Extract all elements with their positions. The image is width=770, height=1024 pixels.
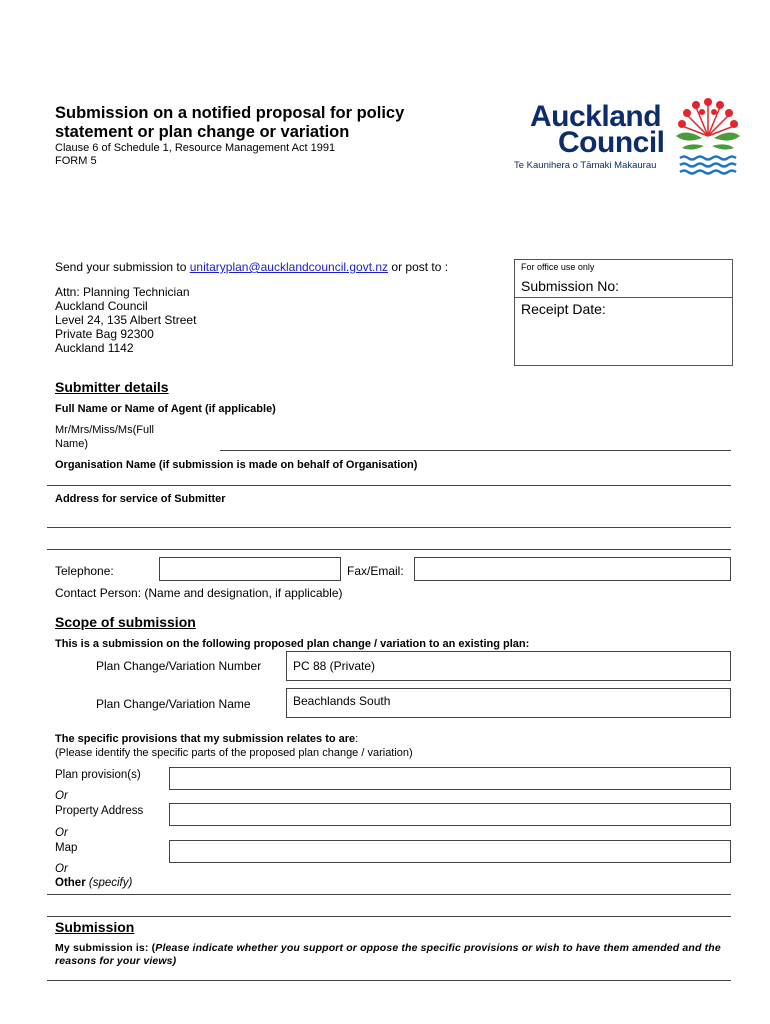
address-line-3: Level 24, 135 Albert Street [55,313,197,327]
form-subtitle [55,142,335,168]
submission-prompt [55,942,735,968]
clause-text: Clause 6 of Schedule 1, Resource Management Act 1991 [55,142,336,154]
organisation-label: Organisation Name (if submission is made on behalf of Organisation) [55,459,418,471]
fax-email-label: Fax/Email: [347,564,404,578]
address-field-line-2[interactable] [47,549,731,550]
office-use-box [514,259,733,366]
submission-field-line[interactable] [47,980,731,981]
provisions-colon: : [355,733,359,745]
plan-provisions-label: Plan provision(s) [55,769,141,781]
send-suffix: or post to : [388,260,449,274]
address-service-label: Address for service of Submitter [55,493,226,505]
title-label [55,423,154,451]
other-specify: (specify) [85,877,133,889]
plan-change-number-label: Plan Change/Variation Number [96,659,262,673]
plan-change-number-value: PC 88 (Private) [293,659,376,673]
telephone-input[interactable] [159,557,341,581]
office-divider [515,297,732,298]
submission-number-label: Submission No: [521,278,620,294]
address-line-2: Auckland Council [55,299,148,313]
provisions-bold: The specific provisions that my submission relates to are [55,733,356,745]
plan-provisions-input[interactable] [169,767,731,790]
email-link[interactable]: unitaryplan@aucklandcouncil.govt.nz [189,260,389,274]
submission-heading: Submission [55,919,135,935]
pohutukawa-logo-icon [672,96,744,176]
title-line-1: Submission on a notified proposal for policy [55,104,405,122]
contact-person-label: Contact Person: (Name and designation, if applicable) [55,586,343,600]
telephone-label: Telephone: [55,564,114,578]
submission-divider [47,916,731,917]
full-name-field[interactable] [220,450,731,451]
map-input[interactable] [169,840,731,863]
receipt-date-label: Receipt Date: [521,301,606,317]
other-field[interactable] [47,894,731,895]
form-number: FORM 5 [55,155,97,167]
address-field-line-1[interactable] [47,527,731,528]
logo-line-2: Council [558,126,665,159]
form-title [55,104,404,142]
map-label: Map [55,842,78,854]
full-name-label: Full Name or Name of Agent (if applicable) [55,403,276,415]
council-logo-wordmark [530,100,665,159]
address-line-1: Attn: Planning Technician [55,285,190,299]
submission-prompt-italic: Please indicate whether you support or oppose the specific provisions or wish to have them amended and the reasons for your views) [55,942,721,967]
postal-address [55,285,196,355]
other-bold: Other [55,877,86,889]
plan-change-name-field[interactable] [286,688,731,718]
office-use-label: For office use only [521,262,595,272]
or-label-2: Or [55,827,68,839]
plan-change-number-field[interactable] [286,651,731,681]
scope-intro: This is a submission on the following proposed plan change / variation to an existing plan: [55,638,530,650]
logo-line-1: Auckland [530,100,662,133]
logo-tagline: Te Kaunihera o Tāmaki Makaurau [514,160,657,171]
provisions-intro [55,732,413,760]
fax-email-input[interactable] [414,557,731,581]
or-label-3: Or [55,863,68,875]
property-address-label: Property Address [55,805,144,817]
title-label-line-1: Mr/Mrs/Miss/Ms(Full [55,424,154,436]
send-prefix: Send your submission to [55,260,190,274]
submitter-details-heading: Submitter details [55,379,169,395]
other-label [55,877,132,889]
submission-prompt-bold: My submission is: ( [55,942,156,954]
organisation-field[interactable] [47,485,731,486]
or-label-1: Or [55,790,68,802]
plan-change-name-value: Beachlands South [293,694,391,708]
property-address-input[interactable] [169,803,731,826]
provisions-hint: (Please identify the specific parts of the proposed plan change / variation) [55,747,413,759]
address-line-4: Private Bag 92300 [55,327,154,341]
scope-heading: Scope of submission [55,614,196,630]
plan-change-name-label: Plan Change/Variation Name [96,697,251,711]
title-label-line-2: Name) [55,438,89,450]
send-instructions [55,260,448,274]
title-line-2: statement or plan change or variation [55,123,350,141]
address-line-5: Auckland 1142 [55,341,134,355]
